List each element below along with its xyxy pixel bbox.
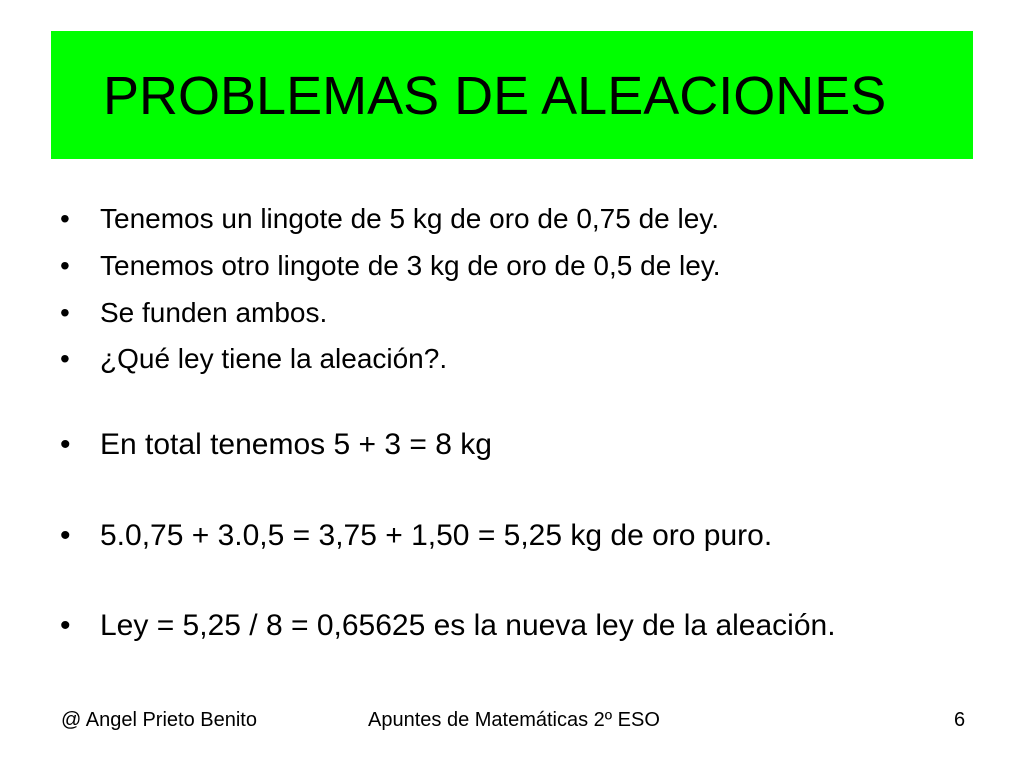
bullet-item xyxy=(60,296,327,330)
bullet-item xyxy=(60,609,836,643)
bullet-text: 5.0,75 + 3.0,5 = 3,75 + 1,50 = 5,25 kg de oro puro. xyxy=(100,519,773,552)
bullet-text: Ley = 5,25 / 8 = 0,65625 es la nueva ley de la aleación. xyxy=(100,609,836,642)
bullet-text: Tenemos otro lingote de 3 kg de oro de 0,5 de ley. xyxy=(100,250,721,281)
footer-author: @ Angel Prieto Benito xyxy=(61,709,257,731)
bullet-marker: • xyxy=(60,519,71,552)
slide-title: PROBLEMAS DE ALEACIONES xyxy=(103,66,887,126)
bullet-marker: • xyxy=(60,428,71,461)
bullet-marker: • xyxy=(60,297,70,328)
bullet-marker: • xyxy=(60,203,70,234)
bullet-item xyxy=(60,249,721,283)
footer-page-number: 6 xyxy=(954,709,966,731)
bullet-marker: • xyxy=(60,609,71,642)
bullet-marker: • xyxy=(60,343,70,374)
bullet-item xyxy=(60,202,719,236)
bullet-item xyxy=(60,342,447,376)
footer-course: Apuntes de Matemáticas 2º ESO xyxy=(368,709,660,731)
bullet-item xyxy=(60,519,772,553)
bullet-item xyxy=(60,428,492,462)
bullet-text: ¿Qué ley tiene la aleación?. xyxy=(100,343,448,374)
bullet-text: Se funden ambos. xyxy=(100,297,328,328)
bullet-text: En total tenemos 5 + 3 = 8 kg xyxy=(100,428,492,461)
bullet-text: Tenemos un lingote de 5 kg de oro de 0,75 de ley. xyxy=(100,203,720,234)
bullet-marker: • xyxy=(60,250,70,281)
